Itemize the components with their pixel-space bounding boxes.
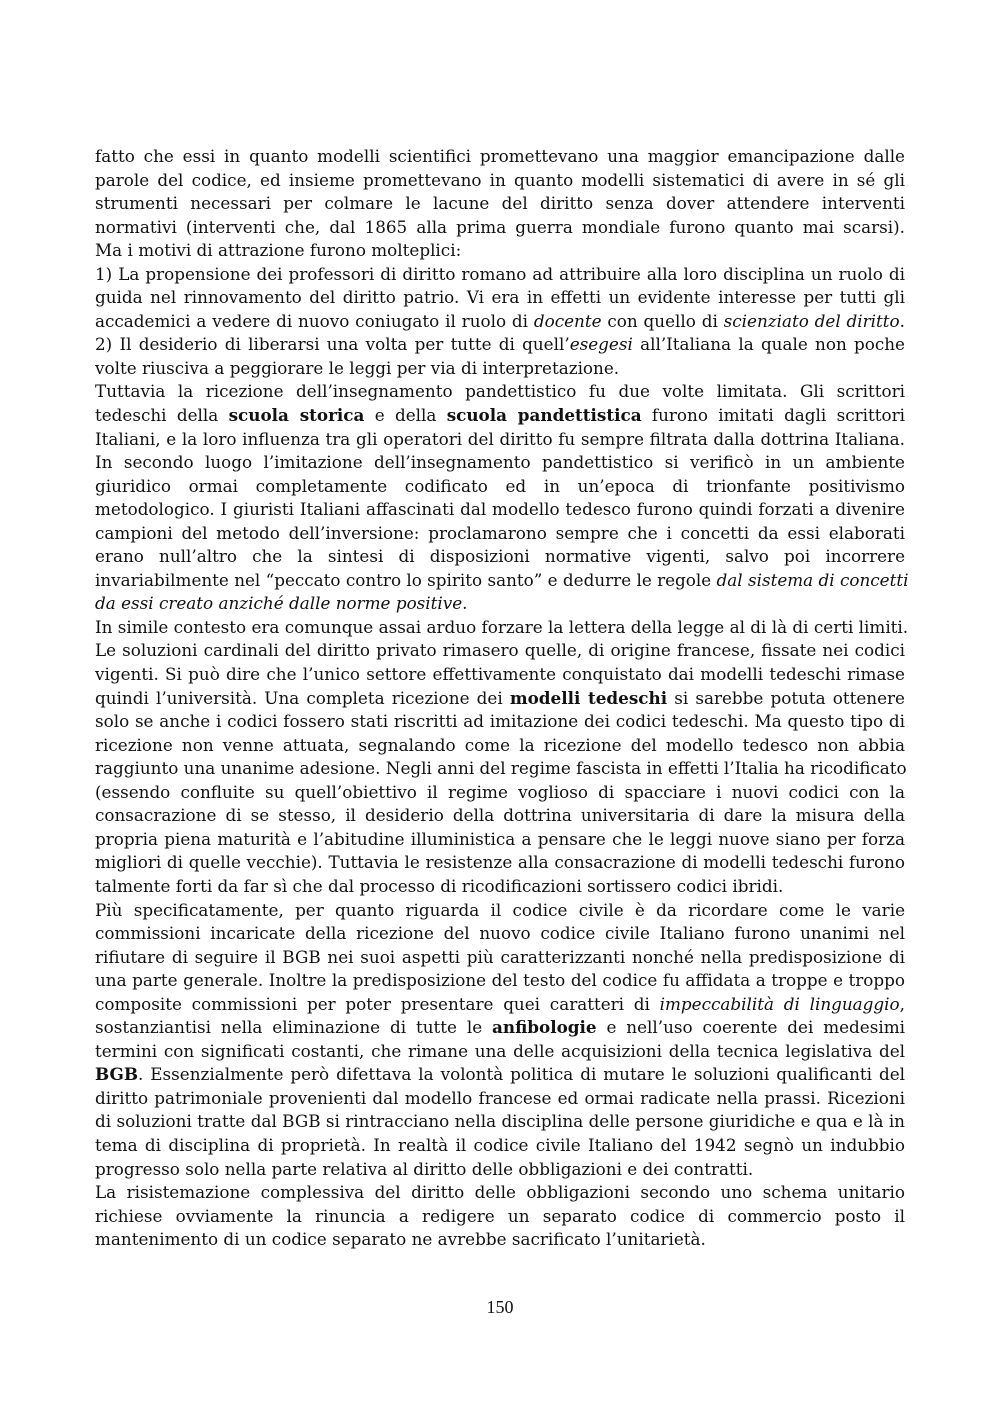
text-line: [95, 522, 905, 546]
text-run: fatto che essi in quanto modelli scientifici promettevano una maggior emancipazione dalle: [95, 146, 905, 166]
text-line: [95, 1016, 905, 1040]
text-run: strumenti necessari per colmare le lacune del diritto senza dover attendere interventi: [95, 193, 905, 214]
italic-text: scienziato del diritto: [723, 310, 900, 331]
italic-text: impeccabilità di linguaggio: [659, 993, 900, 1014]
text-run: raggiunto una unanime adesione. Negli anni del regime fascista in effetti l’Italia ha ricodificato: [95, 758, 907, 779]
text-line: [95, 828, 905, 852]
text-line: [95, 875, 905, 899]
text-run: consacrazione di se stesso, il desiderio della dottrina universitaria di dare la misura della: [95, 805, 905, 826]
text-line: [95, 216, 905, 240]
text-line: [95, 757, 905, 781]
bold-text: BGB: [95, 1064, 139, 1085]
italic-text: docente: [533, 310, 602, 331]
bold-text: modelli tedeschi: [509, 687, 668, 708]
text-run: talmente forti da far sì che dal processo di ricodificazioni sortissero codici ibridi.: [95, 875, 784, 896]
text-run: furono imitati dagli scrittori: [641, 405, 905, 426]
text-run: e nell’uso coerente dei medesimi: [596, 1017, 905, 1038]
text-run: propria piena maturità e l’abitudine illuministica a pensare che le leggi nuove siano per forza: [95, 828, 905, 849]
text-line: [95, 169, 905, 193]
text-line: [95, 239, 905, 263]
text-line: [95, 475, 905, 499]
text-line: [95, 1063, 905, 1087]
text-run: metodologico. I giuristi Italiani affascinati dal modello tedesco furono quindi forzati a divenire: [95, 499, 905, 520]
text-line: [95, 192, 905, 216]
text-run: mantenimento di un codice separato ne avrebbe sacrificato l’unitarietà.: [95, 1229, 706, 1250]
text-run: quindi l’università. Una completa ricezione dei: [95, 687, 510, 708]
text-run: termini con significati costanti, che rimane una delle acquisizioni della tecnica legislativa del: [95, 1040, 905, 1061]
text-run: sostanziantisi nella eliminazione di tutte le: [95, 1017, 493, 1038]
text-run: ,: [899, 993, 905, 1014]
text-line: [95, 804, 905, 828]
text-line: [95, 1228, 905, 1252]
italic-text: dal sistema di concetti: [716, 569, 909, 590]
text-run: .: [899, 310, 905, 331]
body-text: [95, 145, 909, 1252]
text-line: [95, 380, 905, 404]
text-line: [95, 592, 905, 616]
text-line: [95, 639, 905, 663]
text-run: normativi (interventi che, dal 1865 alla prima guerra mondiale furono quanto mai scarsi).: [95, 216, 905, 237]
text-line: [95, 428, 905, 452]
text-run: tema di disciplina di proprietà. In realtà il codice civile Italiano del 1942 segnò un indubbio: [95, 1134, 905, 1155]
text-run: 2) Il desiderio di liberarsi una volta per tutte di quell’: [95, 334, 570, 355]
text-line: [95, 946, 905, 970]
text-line: [95, 286, 905, 310]
text-run: invariabilmente nel “peccato contro lo spirito santo” e dedurre le regole: [95, 569, 717, 590]
text-run: La risistemazione complessiva del diritto delle obbligazioni secondo uno schema unitario: [95, 1182, 905, 1203]
text-run: In secondo luogo l’imitazione dell’insegnamento pandettistico si verificò in un ambiente: [95, 452, 905, 473]
text-line: [95, 545, 905, 569]
text-run: volte riusciva a peggiorare le leggi per via di interpretazione.: [95, 357, 620, 378]
text-run: vigenti. Si può dire che l’unico settore effettivamente conquistato dai modelli tedeschi rimase: [95, 664, 905, 685]
text-run: ricezione non venne attuata, segnalando come la ricezione del modello tedesco non abbia: [95, 734, 905, 755]
text-line: [95, 899, 905, 923]
text-line: [95, 1181, 905, 1205]
text-line: [95, 851, 905, 875]
text-run: Ma i motivi di attrazione furono molteplici:: [95, 240, 462, 261]
text-line: [95, 969, 905, 993]
text-run: 1) La propensione dei professori di diritto romano ad attribuire alla loro disciplina un ruolo di: [95, 263, 905, 284]
text-line: [95, 616, 909, 640]
text-line: [95, 993, 905, 1017]
text-run: di soluzioni tratte dal BGB si rintracciano nella disciplina delle persone giuridiche e qua e là in: [95, 1111, 905, 1132]
text-line: [95, 1134, 905, 1158]
text-line: [95, 1110, 905, 1134]
text-run: (essendo confluite su quell’obiettivo il regime voglioso di spacciare i nuovi codici con la: [95, 781, 905, 802]
text-run: diritto patrimoniale provenienti dal modello francese ed ormai radicate nella prassi. Ricezioni: [95, 1087, 905, 1108]
text-line: [95, 310, 905, 334]
text-line: [95, 1087, 905, 1111]
text-run: . Essenzialmente però difettava la volontà politica di mutare le soluzioni qualificanti del: [138, 1064, 905, 1085]
text-line: [95, 663, 905, 687]
text-line: [95, 451, 905, 475]
text-line: [95, 357, 905, 381]
text-run: parole del codice, ed insieme promettevano in quanto modelli sistematici di avere in sé gli: [95, 169, 905, 190]
bold-text: scuola pandettistica: [446, 405, 642, 426]
italic-text: esegesi: [569, 334, 633, 355]
text-line: [95, 1158, 905, 1182]
italic-text: da essi creato anziché dalle norme positive: [95, 593, 463, 614]
text-run: migliori di quelle vecchie). Tuttavia le resistenze alla consacrazione di modelli tedeschi furono: [95, 852, 905, 873]
text-run: Italiani, e la loro influenza tra gli operatori del diritto fu sempre filtrata dalla dottrina Italiana.: [95, 428, 905, 449]
text-run: solo se anche i codici fossero stati riscritti ad imitazione dei codici tedeschi. Ma questo tipo di: [95, 711, 905, 732]
text-run: guida nel rinnovamento del diritto patrio. Vi era in effetti un evidente interesse per tutti gli: [95, 287, 905, 308]
page-number: 150: [486, 1297, 514, 1317]
bold-text: scuola storica: [228, 405, 365, 426]
text-run: giuridico ormai completamente codificato ed in un’epoca di trionfante positivismo: [95, 475, 905, 496]
text-run: accademici a vedere di nuovo coniugato il ruolo di: [95, 310, 534, 331]
text-run: erano null’altro che la sintesi di disposizioni normative vigenti, salvo poi incorrere: [95, 546, 905, 567]
text-line: [95, 498, 905, 522]
text-line: [95, 145, 905, 169]
text-run: si sarebbe potuta ottenere: [667, 687, 905, 708]
text-run: all’Italiana la quale non poche: [632, 334, 905, 355]
text-run: una parte generale. Inoltre la predisposizione del testo del codice fu affidata a troppe e troppo: [95, 970, 905, 991]
text-run: e della: [364, 405, 447, 426]
text-line: [95, 333, 905, 357]
text-run: composite commissioni per poter presentare quei caratteri di: [95, 993, 660, 1014]
text-run: In simile contesto era comunque assai arduo forzare la lettera della legge al di là di certi limiti.: [95, 616, 909, 637]
text-run: tedeschi della: [95, 405, 229, 426]
text-line: [95, 263, 905, 287]
text-run: progresso solo nella parte relativa al diritto delle obbligazioni e dei contratti.: [95, 1158, 754, 1179]
text-line: [95, 1040, 905, 1064]
text-line: [95, 404, 905, 428]
text-line: [95, 1205, 905, 1229]
text-run: commissioni incaricate della ricezione del nuovo codice civile Italiano furono unanimi nel: [95, 923, 905, 944]
text-run: rifiutare di seguire il BGB nei suoi aspetti più caratterizzanti nonché nella predisposizione di: [95, 946, 905, 967]
text-line: [95, 734, 905, 758]
text-line: [95, 569, 909, 593]
text-run: Tuttavia la ricezione dell’insegnamento pandettistico fu due volte limitata. Gli scrittori: [95, 381, 905, 402]
text-run: con quello di: [601, 310, 724, 331]
text-line: [95, 710, 905, 734]
text-line: [95, 781, 905, 805]
text-run: Le soluzioni cardinali del diritto privato rimasero quelle, di origine francese, fissate nei codici: [95, 640, 905, 661]
text-run: campioni del metodo dell’inversione: proclamarono sempre che i concetti da essi elaborati: [95, 522, 905, 543]
text-run: richiese ovviamente la rinuncia a redigere un separato codice di commercio posto il: [95, 1205, 905, 1226]
text-run: .: [462, 593, 468, 614]
text-line: [95, 922, 905, 946]
text-line: [95, 687, 905, 711]
text-run: Più specificatamente, per quanto riguarda il codice civile è da ricordare come le varie: [95, 899, 905, 920]
bold-text: anfibologie: [492, 1017, 597, 1038]
